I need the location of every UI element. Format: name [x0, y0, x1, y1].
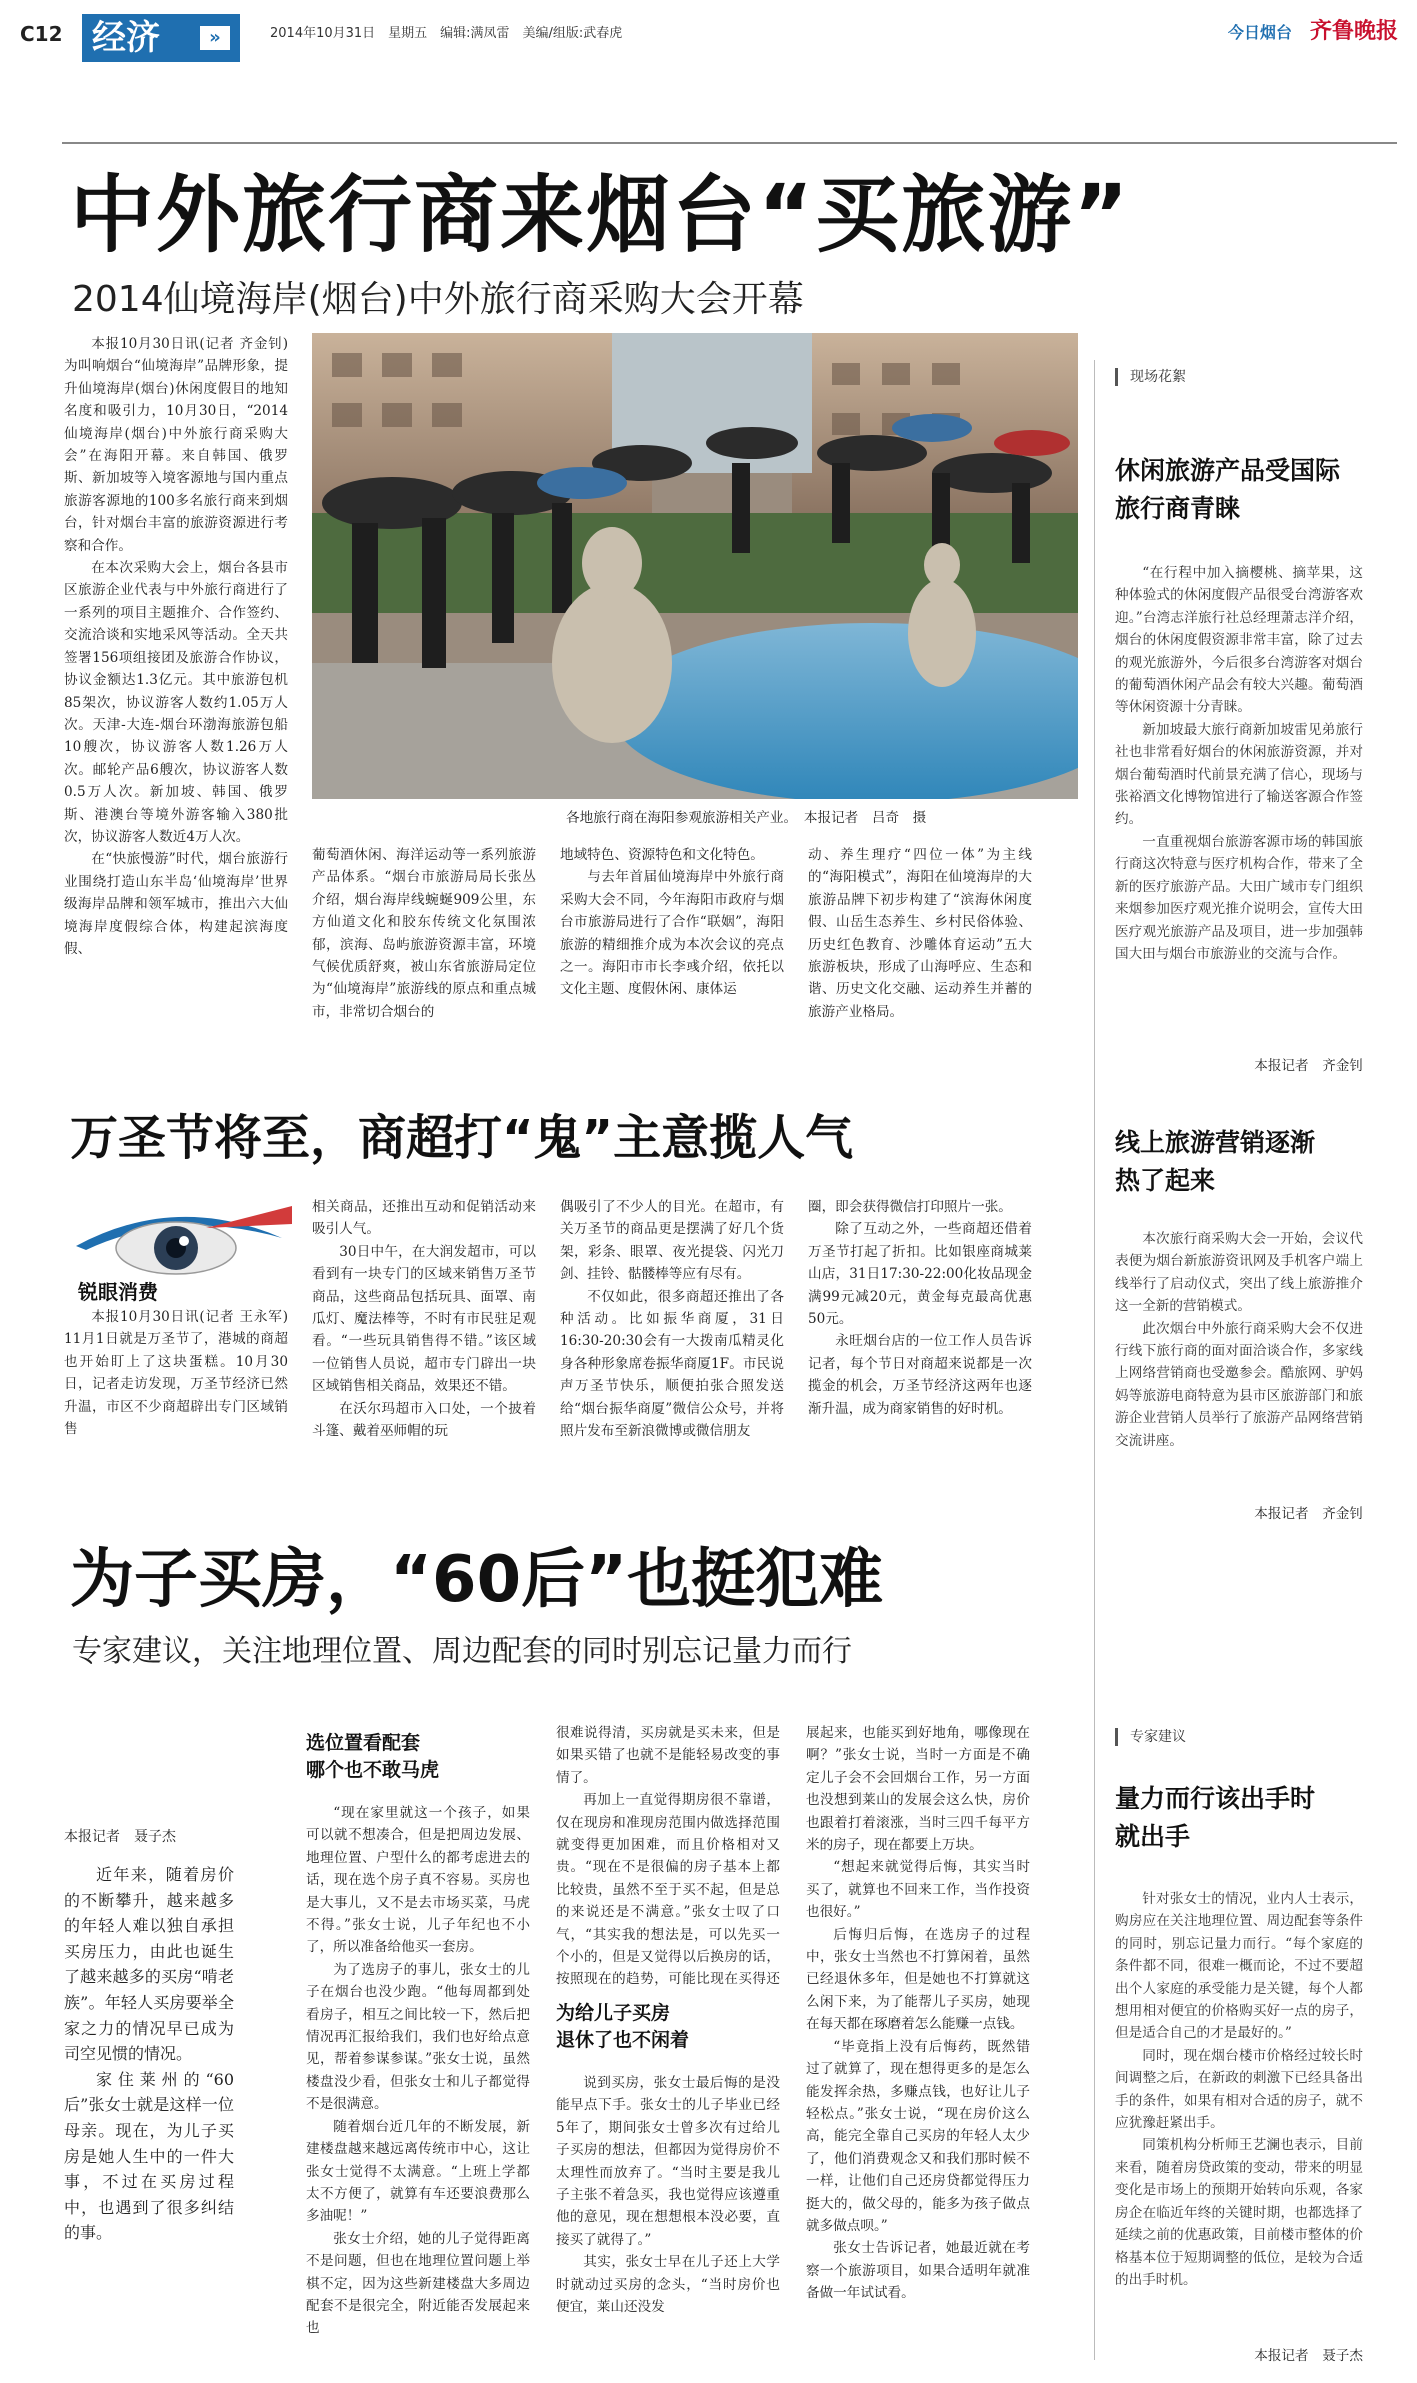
article2-headline: 万圣节将至，商超打“鬼”主意揽人气	[70, 1110, 854, 1166]
article3-col4	[806, 1722, 1030, 2350]
subhead-line: 选位置看配套	[306, 1732, 421, 1754]
paragraph: 近年来，随着房价的不断攀升，越来越多的年轻人难以独自承担买房压力，由此也诞生了越来越多的买房“啃老族”。年轻人买房要举全家之力的情况早已成为司空见惯的情况。	[64, 1865, 234, 2064]
paragraph: 很难说得清，买房就是买未来，但是如果买错了也就不是能轻易改变的事情了。	[556, 1725, 780, 1786]
section-badge	[82, 14, 240, 62]
double-chevron-icon: »	[200, 26, 230, 50]
article3-lede	[64, 1862, 234, 2342]
date-line: 2014年10月31日 星期五 编辑:满凤雷 美编/组版:武春虎	[270, 26, 623, 41]
article3-col2	[306, 1802, 530, 2350]
article2-col4	[808, 1196, 1032, 1466]
paragraph: 展起来，也能买到好地角，哪像现在啊？”张女士说，当时一方面是不确定儿子会不会回烟台工作，另一方面也没想到莱山的发展会这么快，房价也跟着打着滚涨，当时三四千每平方米的房子，现在都要上万块。	[806, 1725, 1030, 1854]
article2-col3	[560, 1196, 784, 1466]
sidebar1-byline1: 本报记者 齐金钊	[1254, 1058, 1363, 1074]
paragraph: 永旺烟台店的一位工作人员告诉记者，每个节日对商超来说都是一次揽金的机会，万圣节经济这两年也逐渐升温，成为商家销售的好时机。	[808, 1333, 1032, 1417]
right-tag: 今日烟台	[1228, 23, 1293, 42]
paragraph: 针对张女士的情况，业内人士表示，购房应在关注地理位置、周边配套等条件的同时，别忘记量力而行。“每个家庭的条件都不同，很难一概而论，不过不要超出个人家庭的承受能力是关键，每个人都想用相对便宜的价格购买好一点的房子，但是适合自己的才是最好的。”	[1115, 1891, 1363, 2042]
paragraph: 本次旅行商采购大会一开始，会议代表便为烟台新旅游资讯网及手机客户端上线举行了启动仪式，突出了线上旅游推介这一全新的营销模式。	[1115, 1231, 1363, 1315]
paragraph: 家住莱州的“60后”张女士就是这样一位母亲。现在，为儿子买房是她人生中的一件大事，不过在买房过程中，也遇到了很多纠结的事。	[64, 2069, 234, 2243]
paragraph: 随着烟台近几年的不断发展，新建楼盘越来越远离传统市中心，这让张女士觉得不太满意。“上班上学都太不方便了，就算有车还要浪费那么多油呢！”	[306, 2118, 530, 2225]
paragraph: “毕竟指上没有后悔药，既然错过了就算了，现在想得更多的是怎么能发挥余热，多赚点钱，也好让儿子轻松点。”张女士说，“现在房价这么高，能完全靠自己买房的年轻人太少了，他们消费观念又和我们那时候不一样，让他们自己还房贷都觉得压力挺大的，做父母的，能多为孩子做点就多做点呗。”	[806, 2038, 1030, 2234]
paragraph: 在“快旅慢游”时代，烟台旅游行业围绕打造山东半岛‘仙境海岸’世界级海岸品牌和领军城市，推出六大仙境海岸度假综合体，构建起滨海度假、	[64, 851, 288, 957]
paragraph: 圈，即会获得微信打印照片一张。	[808, 1199, 1012, 1215]
subhead-line: 哪个也不敢马虎	[306, 1759, 440, 1781]
article1-photo	[312, 333, 1078, 799]
article2-tag: 锐眼消费	[78, 1280, 158, 1304]
paragraph: 为了选房子的事儿，张女士的儿子在烟台也没少跑。“他每周都到处看房子，相互之间比较一下，然后把情况再汇报给我们，我们也好给点意见，帮着参谋参谋。”张女士说，虽然楼盘没少看，但张女士和儿子都觉得不是很满意。	[306, 1961, 530, 2113]
paragraph: 张女士介绍，她的儿子觉得距离不是问题，但也在地理位置问题上举棋不定，因为这些新建楼盘大多周边配套不是很完全，附近能否发展起来也	[306, 2230, 530, 2337]
paragraph: 此次烟台中外旅行商采购大会不仅进行线下旅行商的面对面洽谈合作，多家线上网络营销商也受邀参会。酷旅网、驴妈妈等旅游电商特意为县市区旅游部门和旅游企业营销人员举行了旅游产品网络营销交流讲座。	[1115, 1320, 1363, 1449]
paragraph: 本报10月30日讯(记者 齐金钊) 为叫响烟台“仙境海岸”品牌形象，提升仙境海岸(烟台)休闲度假目的地知名度和吸引力，10月30日，“2014仙境海岸(烟台)中外旅行商采购大会”在海阳开幕。来自韩国、俄罗斯、新加坡等入境客源地与国内重点旅游客源地的100多名旅行商来到烟台，针对烟台丰富的旅游资源进行考察和合作。	[64, 336, 288, 554]
article3-subhead2	[556, 2000, 776, 2054]
paragraph: 一直重视烟台旅游客源市场的韩国旅行商这次特意与医疗机构合作，带来了全新的医疗旅游产品。大田广域市专门组织来烟参加医疗观光推介说明会，宣传大田医疗观光旅游产品及项目，进一步加强韩国大田与烟台市旅游业的交流与合作。	[1115, 833, 1363, 962]
article3-headline: 为子买房，“60后”也挺犯难	[70, 1543, 884, 1617]
page-number: C12	[20, 22, 63, 46]
paragraph: 新加坡最大旅行商新加坡雷见弟旅行社也非常看好烟台的休闲旅游资源，并对烟台葡萄酒时代前景充满了信心，现场与张裕酒文化博物馆进行了输送客源合作签约。	[1115, 721, 1363, 828]
paragraph: 偶吸引了不少人的目光。在超市，有关万圣节的商品更是摆满了好几个货架，彩条、眼罩、夜光提袋、闪光刀剑、挂铃、骷髅棒等应有尽有。	[560, 1199, 784, 1283]
paragraph: 30日中午，在大润发超市，可以看到有一块专门的区域来销售万圣节商品，这些商品包括玩具、面罩、南瓜灯、魔法棒等，不时有市民驻足观看。“一些玩具销售得不错。”该区域一位销售人员说，超市专门辟出一块区域销售相关商品，效果还不错。	[312, 1243, 536, 1395]
sidebar3-divider	[1094, 1720, 1095, 2360]
paragraph: 同策机构分析师王艺澜也表示，目前来看，随着房贷政策的变动，带来的明显变化是市场上的预期开始转向乐观，各家房企在临近年终的关键时期，也都选择了延续之前的优惠政策，目前楼市整体的价格基本位于短期调整的低位，是较为合适的出手时机。	[1115, 2137, 1363, 2288]
paragraph: 除了互动之外，一些商超还借着万圣节打起了折扣。比如银座商城莱山店，31日17:30-22:00化妆品现金满99元减20元，黄金每克最高优惠50元。	[808, 1221, 1032, 1328]
paragraph: 与去年首届仙境海岸中外旅行商采购大会不同，今年海阳市政府与烟台市旅游局进行了合作“联姻”，海阳旅游的精细推介成为本次会议的亮点之一。海阳市市长李彧介绍，依托以文化主题、度假休闲、康体运	[560, 869, 784, 998]
sidebar3-body	[1115, 1888, 1363, 2338]
article3-col3	[556, 1722, 780, 1992]
sidebar1-title1: 休闲旅游产品受国际旅行商青睐	[1115, 456, 1341, 523]
article3-byline: 本报记者 聂子杰	[64, 1829, 176, 1845]
subhead-line: 退休了也不闲着	[556, 2029, 690, 2051]
paragraph: 本报10月30日讯(记者 王永军) 11月1日就是万圣节了，港城的商超也开始盯上了这块蛋糕。10月30日，记者走访发现，万圣节经济已然升温，市区不少商超辟出专门区域销售	[64, 1309, 288, 1438]
article1-col1	[64, 333, 288, 1173]
paragraph: 后悔归后悔，在选房子的过程中，张女士当然也不打算闲着，虽然已经退休多年，但是她也不打算就这么闲下来，为了能帮儿子买房，她现在每天都在琢磨着怎么能赚一点钱。	[806, 1926, 1030, 2033]
sidebar1-divider	[1094, 360, 1095, 1740]
paragraph: 葡萄酒休闲、海洋运动等一系列旅游产品体系。“烟台市旅游局局长张丛介绍，烟台海岸线蜿蜒909公里，东方仙道文化和胶东传统文化氛围浓郁，滨海、岛屿旅游资源丰富，环境气候优质舒爽，被山东省旅游局定位为“仙境海岸”旅游线的原点和重点城市，非常切合烟台的	[312, 847, 536, 1020]
paragraph: 地域特色、资源特色和文化特色。	[560, 847, 764, 863]
sidebar1-body1	[1115, 562, 1363, 1052]
paragraph: “现在家里就这一个孩子，如果可以就不想凑合，但是把周边发展、地理位置、户型什么的都考虑进去的话，现在选个房子真不容易。买房也是大事儿，又不是去市场买菜，马虎不得。”张女士说，儿子年纪也不小了，所以准备给他买一套房。	[306, 1805, 530, 1956]
article3-subhead1	[306, 1730, 526, 1784]
sidebar1-label: 现场花絮	[1115, 368, 1186, 386]
sidebar3-label: 专家建议	[1115, 1728, 1186, 1746]
sidebar3-byline: 本报记者 聂子杰	[1254, 2348, 1363, 2364]
sidebar1-body2	[1115, 1228, 1363, 1500]
paragraph: 同时，现在烟台楼市价格经过较长时间调整之后，在新政的刺激下已经具备出手的条件，如果有相对合适的房子，就不应犹豫赶紧出手。	[1115, 2047, 1363, 2132]
paragraph: “在行程中加入摘樱桃、摘苹果，这种体验式的休闲度假产品很受台湾游客欢迎。”台湾志洋旅行社总经理萧志洋介绍，烟台的休闲度假资源非常丰富，除了过去的观光旅游外，今后很多台湾游客对烟台的葡萄酒休闲产品会有较大兴趣。葡萄酒等休闲资源十分青睐。	[1115, 565, 1363, 716]
page-header	[0, 0, 1417, 82]
paragraph: 张女士告诉记者，她最近就在考察一个旅游项目，如果合适明年就准备做一年试试看。	[806, 2240, 1030, 2302]
paragraph: 相关商品，还推出互动和促销活动来吸引人气。	[312, 1199, 536, 1238]
article2-col2	[312, 1196, 536, 1466]
subhead-line: 为给儿子买房	[556, 2002, 671, 2024]
paragraph: “想起来就觉得后悔，其实当时买了，就算也不回来工作，当作投资也很好。”	[806, 1859, 1030, 1921]
photo-caption: 各地旅行商在海阳参观旅游相关产业。 本报记者 吕奇 摄	[566, 810, 927, 826]
sidebar1-title2: 线上旅游营销逐渐热了起来	[1115, 1128, 1316, 1195]
photo-graphic	[312, 333, 1078, 799]
article1-headline: 中外旅行商来烟台“买旅游”	[70, 166, 1131, 264]
paragraph: 说到买房，张女士最后悔的是没能早点下手。张女士的儿子毕业已经5年了，期间张女士曾多次有过给儿子买房的想法，但都因为觉得房价不太理性而放弃了。“当时主要是我儿子主张不着急买，我也觉得应该遵重他的意见，现在想想根本没必要，直接买了就得了。”	[556, 2075, 780, 2248]
paper-logo: 齐鲁晚报	[1310, 18, 1399, 44]
paragraph: 在沃尔玛超市入口处，一个披着斗篷、戴着巫师帽的玩	[312, 1400, 536, 1440]
article3-subheadline: 专家建议，关注地理位置、周边配套的同时别忘记量力而行	[72, 1634, 852, 1669]
sidebar3-title: 量力而行该出手时就出手	[1115, 1784, 1316, 1851]
paragraph: 再加上一直觉得期房很不靠谱，仅在现房和准现房范围内做选择范围就变得更加困难，而且价格相对又贵。“现在不是很偏的房子基本上都比较贵，虽然不至于买不起，但是总的来说还是不满意。”张女士叹了口气，“其实我的想法是，可以先买一个小的，但是又觉得以后换房的话，按照现在的趋势，可能比现在买得还	[556, 1792, 780, 1988]
article1-subheadline: 2014仙境海岸(烟台)中外旅行商采购大会开幕	[72, 279, 804, 320]
section-name: 经济	[92, 18, 160, 58]
article2-col1	[64, 1306, 288, 1466]
paragraph: 在本次采购大会上，烟台各县市区旅游企业代表与中外旅行商进行了一系列的项目主题推介、合作签约、交流洽谈和实地采风等活动。全天共签署156项组接团及旅游合作协议，协议金额达1.3亿元。其中旅游包机85架次，协议游客人数约1.05万人次。天津-大连-烟台环渤海旅游包船10艘次，协议游客人数1.26万人次。邮轮产品6艘次，协议游客人数0.5万人次。新加坡、韩国、俄罗斯、港澳台等境外游客输入380批次，协议游客人数近4万人次。	[64, 560, 288, 845]
sidebar1-byline2: 本报记者 齐金钊	[1254, 1506, 1363, 1522]
paragraph: 动、养生理疗“四位一体”为主线的“海阳模式”，海阳在仙境海岸的大旅游品牌下初步构建了“滨海休闲度假、山岳生态养生、乡村民俗体验、历史红色教育、沙雕体育运动”五大旅游板块，形成了山海呼应、生态和谐、历史文化交融、运动养生并蓄的旅游产业格局。	[808, 847, 1032, 1020]
paragraph: 其实，张女士早在儿子还上大学时就动过买房的念头，“当时房价也便宜，莱山还没发	[556, 2254, 780, 2316]
article3-col3b	[556, 2072, 780, 2350]
paragraph: 不仅如此，很多商超还推出了各种活动。比如振华商厦，31日16:30-20:30会有一大拨南瓜精灵化身各种形象席卷振华商厦1F。市民说声万圣节快乐，顺便拍张合照发送给“烟台振华商厦”微信公众号，并将照片发布至新浪微博或微信朋友	[560, 1288, 784, 1440]
header-rule	[62, 142, 1397, 144]
